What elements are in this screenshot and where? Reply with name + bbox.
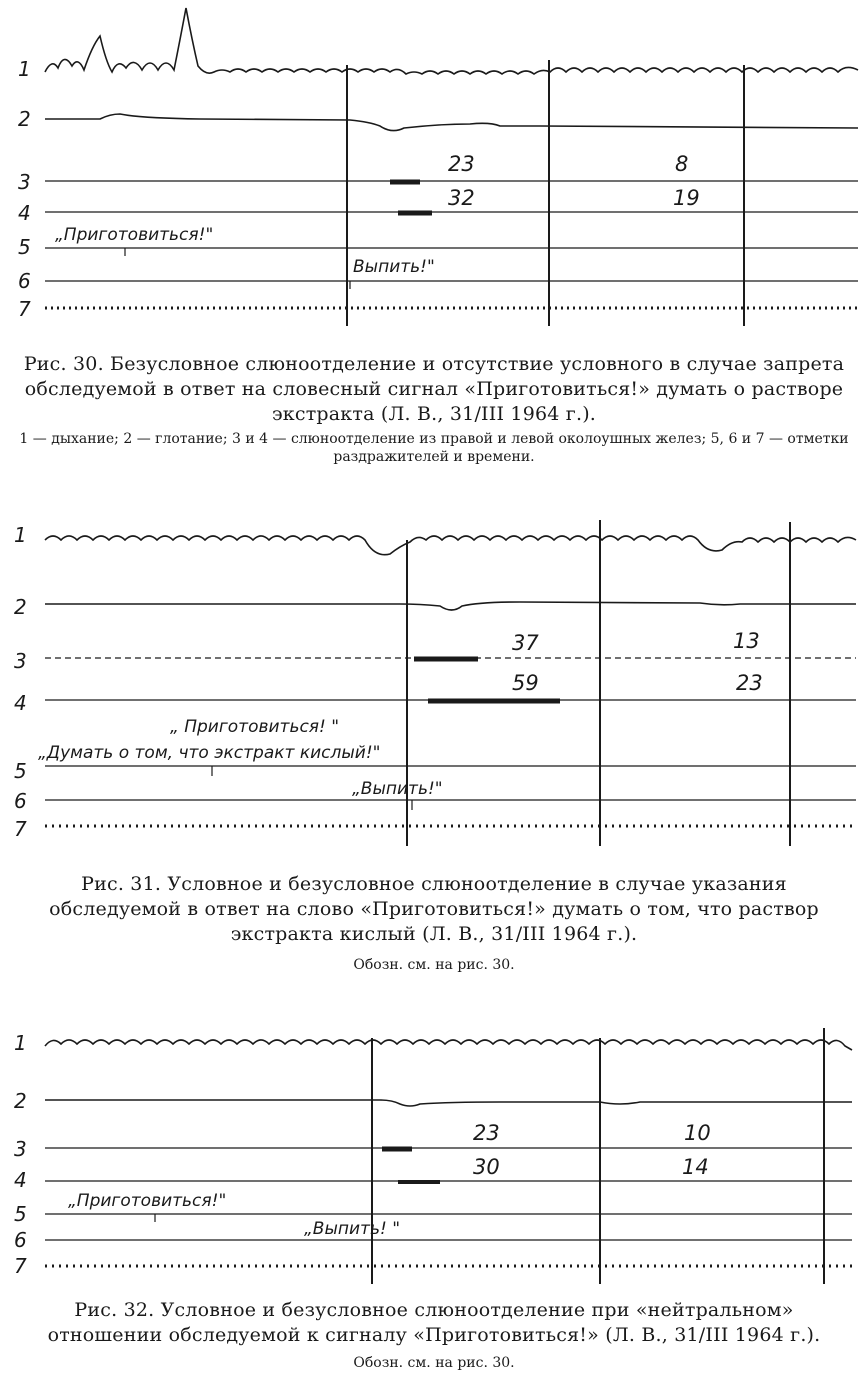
count-right-1: 37 (512, 631, 539, 655)
signal-prepare-label: „Приготовиться!" (68, 1191, 227, 1211)
count-right-2: 8 (675, 152, 689, 176)
count-left-2: 14 (682, 1155, 709, 1179)
count-right-1: 23 (473, 1121, 500, 1145)
channel-label-3: 3 (18, 170, 31, 194)
respiration-trace (45, 8, 858, 74)
count-left-1: 32 (448, 186, 475, 210)
count-left-1: 30 (473, 1155, 500, 1179)
channel-label-6: 6 (14, 1228, 27, 1252)
figure-30 (0, 0, 867, 340)
swallowing-trace (45, 602, 856, 610)
signal-drink-label: „Выпить!" (352, 779, 443, 799)
channel-label-3: 3 (14, 649, 27, 673)
count-right-2: 10 (684, 1121, 711, 1145)
swallowing-trace (45, 114, 858, 131)
figure-32-caption: Рис. 32. Условное и безусловное слюноотделение при «нейтральном» отношении обследуемой к сигналу «Приготовиться!» (Л. В., 31/III 1964 г.). (47, 1299, 821, 1346)
channel-label-1: 1 (18, 57, 31, 81)
count-left-1: 59 (512, 671, 539, 695)
channel-label-7: 7 (14, 817, 27, 841)
signal-drink-label: „Выпить! " (304, 1219, 401, 1239)
figure-32-kymogram (0, 1010, 867, 1290)
figure-31-legend: Обозн. см. на рис. 30. (353, 957, 515, 973)
channel-label-2: 2 (14, 1089, 27, 1113)
figure-32 (0, 1010, 867, 1290)
channel-label-2: 2 (14, 595, 27, 619)
figure-30-caption: Рис. 30. Безусловное слюноотделение и отсутствие условного в случае запрета обследуемой в ответ на словесный сигнал «Приготовиться!» думать о растворе экстракта (Л. В., 31/III 1964 г.). (23, 353, 845, 425)
signal-think-label: „Думать о том, что экстракт кислый!" (38, 743, 381, 763)
signal-prepare-label: „Приготовиться!" (55, 225, 214, 245)
respiration-trace (45, 536, 856, 555)
channel-label-3: 3 (14, 1137, 27, 1161)
figure-31-caption: Рис. 31. Условное и безусловное слюноотделение в случае указания обследуемой в ответ на слово «Приготовиться!» думать о том, что раствор экстракта кислый (Л. В., 31/III 1964 г.). (49, 873, 819, 945)
channel-label-7: 7 (14, 1254, 27, 1278)
count-right-2: 13 (733, 629, 760, 653)
respiration-trace (45, 1040, 852, 1050)
figure-30-kymogram (0, 0, 867, 340)
channel-label-2: 2 (18, 107, 31, 131)
channel-label-1: 1 (14, 1031, 27, 1055)
count-left-2: 19 (673, 186, 700, 210)
figure-31-kymogram (0, 510, 867, 850)
channel-label-7: 7 (18, 297, 31, 321)
signal-drink-label: Выпить!" (353, 257, 435, 277)
channel-label-5: 5 (18, 235, 31, 259)
count-left-2: 23 (736, 671, 763, 695)
swallowing-trace (45, 1100, 852, 1106)
channel-label-4: 4 (14, 1168, 27, 1192)
figure-32-legend: Обозн. см. на рис. 30. (353, 1355, 515, 1371)
channel-label-5: 5 (14, 1202, 27, 1226)
figure-31 (0, 510, 867, 850)
channel-label-4: 4 (18, 201, 31, 225)
channel-label-6: 6 (14, 789, 27, 813)
channel-label-1: 1 (14, 523, 27, 547)
figure-30-legend: 1 — дыхание; 2 — глотание; 3 и 4 — слюноотделение из правой и левой околоушных желез; 5, 6 и 7 — отметки раздражителей и времени. (19, 431, 849, 465)
channel-label-4: 4 (14, 691, 27, 715)
channel-label-6: 6 (18, 269, 31, 293)
count-right-1: 23 (448, 152, 475, 176)
signal-prepare-label: „ Приготовиться! " (170, 717, 340, 737)
channel-label-5: 5 (14, 759, 27, 783)
